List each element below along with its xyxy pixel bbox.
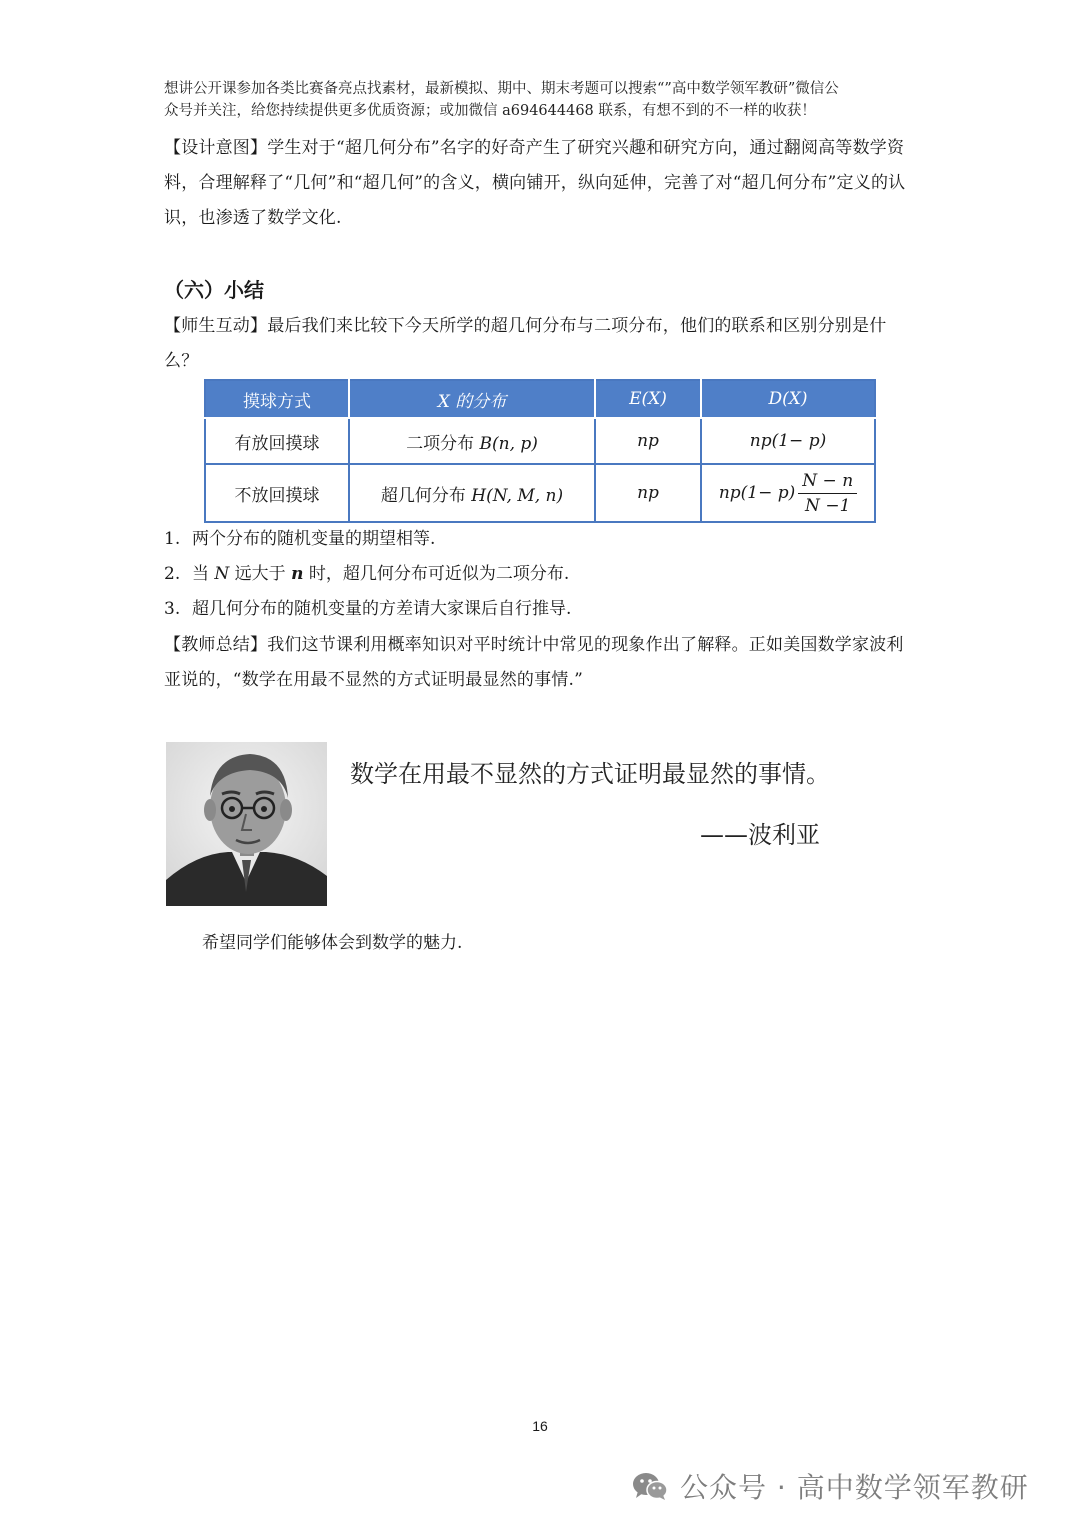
fraction-numerator: N − n xyxy=(798,470,857,494)
conclusion-mid: 远大于 xyxy=(229,564,292,584)
wechat-icon xyxy=(632,1471,668,1501)
variance-prefix: np(1− p) xyxy=(718,482,796,503)
variance-fraction xyxy=(798,470,857,517)
header-note xyxy=(164,78,924,122)
interaction-paragraph xyxy=(164,309,919,379)
cell-expectation: np xyxy=(595,464,701,522)
page-number: 16 xyxy=(532,1418,548,1434)
header-note-line1: 想讲公开课参加各类比赛备亮点找素材，最新模拟、期中、期末考题可以搜索“”高中数学领军教研”微信公 xyxy=(164,81,839,97)
cell-variance xyxy=(701,464,875,522)
header-note-line2: 众号并关注，给您持续提供更多优质资源；或加微信 a694644468 联系，有想不到的不一样的收获！ xyxy=(164,103,816,119)
polya-portrait-image xyxy=(166,742,327,906)
conclusion-text: 两个分布的随机变量的期望相等. xyxy=(192,529,436,549)
teacher-summary-text: 我们这节课利用概率知识对平时统计中常见的现象作出了解释。正如美国数学家波利亚说的，“数学在用最不显然的方式证明最显然的事情.” xyxy=(164,635,904,690)
variable-n: n xyxy=(291,564,304,584)
cell-distribution xyxy=(349,464,595,522)
interaction-text: 最后我们来比较下今天所学的超几何分布与二项分布，他们的联系和区别分别是什么？ xyxy=(164,316,887,371)
teacher-summary-tag: 【教师总结】 xyxy=(164,635,268,655)
cell-expectation: np xyxy=(595,418,701,464)
conclusion-item-2 xyxy=(164,559,569,589)
polya-quote-author: ——波利亚 xyxy=(700,821,820,849)
fraction-denominator: N −1 xyxy=(805,495,851,516)
design-intent-tag: 【设计意图】 xyxy=(164,138,268,158)
cell-variance: np(1− p) xyxy=(701,418,875,464)
distribution-name: 超几何分布 xyxy=(380,485,466,506)
conclusion-number: 3. xyxy=(164,599,181,619)
table-row xyxy=(205,464,875,522)
distribution-symbol: H(N, M, n) xyxy=(471,485,564,506)
conclusion-number: 1. xyxy=(164,529,181,549)
watermark-text: 公众号 · 高中数学领军教研 xyxy=(680,1471,1029,1504)
header-distribution: X 的分布 xyxy=(349,380,595,418)
conclusion-item-3 xyxy=(164,594,571,624)
conclusion-text: 超几何分布的随机变量的方差请大家课后自行推导. xyxy=(192,599,572,619)
variable-N: N xyxy=(214,564,230,584)
conclusion-post: 时，超几何分布可近似为二项分布. xyxy=(303,564,570,584)
teacher-summary-paragraph xyxy=(164,628,919,698)
cell-method: 不放回摸球 xyxy=(205,464,349,522)
table-header-row xyxy=(205,380,875,418)
header-expectation: E(X) xyxy=(595,380,701,418)
section-title: （六）小结 xyxy=(164,278,264,302)
conclusion-number: 2. xyxy=(164,564,181,584)
design-intent-paragraph xyxy=(164,131,919,236)
conclusion-item-1 xyxy=(164,524,435,554)
header-method: 摸球方式 xyxy=(205,380,349,418)
distribution-comparison-table xyxy=(204,379,876,523)
header-variance: D(X) xyxy=(701,380,875,418)
distribution-symbol: B(n, p) xyxy=(479,433,538,454)
cell-distribution xyxy=(349,418,595,464)
interaction-tag: 【师生互动】 xyxy=(164,316,268,336)
table-row xyxy=(205,418,875,464)
polya-quote: 数学在用最不显然的方式证明最显然的事情。 xyxy=(350,760,830,788)
closing-sentence: 希望同学们能够体会到数学的魅力. xyxy=(202,933,463,953)
cell-method: 有放回摸球 xyxy=(205,418,349,464)
design-intent-text: 学生对于“超几何分布”名字的好奇产生了研究兴趣和研究方向，通过翻阅高等数学资料，合理解释了“几何”和“超几何”的含义，横向铺开，纵向延伸，完善了对“超几何分布”定义的认识，也渗透了数学文化. xyxy=(164,138,906,228)
wechat-watermark xyxy=(632,1464,1029,1508)
distribution-name: 二项分布 xyxy=(406,433,475,454)
conclusion-pre: 当 xyxy=(192,564,215,584)
